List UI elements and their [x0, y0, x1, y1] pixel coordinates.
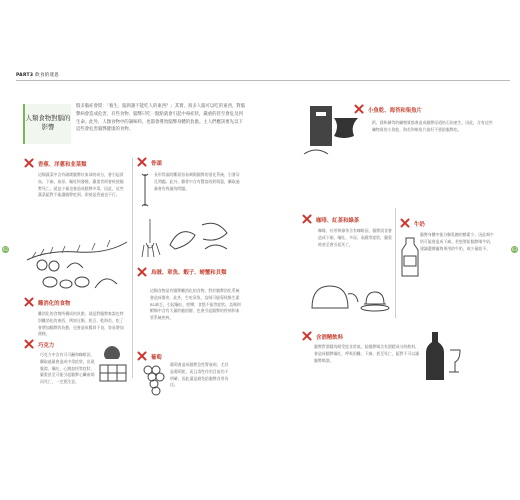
item-title-alcohol: 含酒精飲料: [316, 335, 343, 341]
cross-mark-icon: [137, 267, 147, 277]
intro-paragraph: 假多腦症會問：「養生、腦與謝不能吃人的東西？」其實，很多人腦可以吃的東西，對腦弊病會造成危害，有些食物，腦弊只吃一點點就會引起中毒症狀，嚴重的甚至會危及到生命。此外，人類食物中的調味料、也都會導致腦弊身體的負擔。主人們應該要先以下這些會危害腦弊健康的食物。: [76, 104, 246, 133]
beans-illustration: [40, 270, 120, 294]
item-body-chocolate: 巧克力中含有可可鹼和咖啡因，攝取過量會造成中毒症狀，出現腹瀉、嘔吐、心跳加快等症狀，嚴重甚至可能引起腦弊心臟衰竭而死亡，一定要注意。: [40, 352, 95, 385]
column-divider: [395, 208, 396, 318]
running-title: 飲食的迷思: [35, 73, 60, 78]
item-body-bone: 長形骨頭的斷面容易刺傷腦弊的消化系統，引發穿孔問題。此外，雞骨中含有豐富的鈣與氯，攝取過量會有致量的問題。: [154, 172, 240, 191]
item-title-grape: 葡萄: [151, 355, 162, 361]
column-divider: [132, 158, 133, 378]
chocolate-illustration: [96, 343, 130, 387]
item-body-dried-fish: 鈣、鎂和磷等的礦物質都會造成腦弊尿道結石的產生。因此，含有這些礦物質的小魚乾、海苔和柴魚片最好不要給腦弊吃。: [372, 120, 493, 132]
wine-bottle-illustration: [424, 330, 464, 382]
item-body-onion: 這類蔬菜中含有破壞腦弊紅血球的成分，會引起貧血、下痢、血尿、嘔吐和發燒，嚴重者則會致使腦弊死亡。就是少量也會造成腦弊中毒，因此，這些蔬菜絕對不能讓腦弊吃到，即使是煮過也不行。: [38, 172, 124, 198]
item-title-bone: 骨頭: [151, 161, 162, 167]
teapot-coffee-illustration: [302, 264, 392, 312]
item-title-coffee-tea: 咖啡、紅茶和綠茶: [316, 218, 360, 224]
part-label: PART3: [16, 73, 34, 78]
item-body-coffee-tea: 咖啡、紅茶和綠茶含有咖啡因，腦弊誤食會造成下痢、嘔吐、多尿、高燒等症狀，嚴重時甚至會引起死亡。: [318, 228, 392, 247]
cross-mark-icon: [24, 297, 34, 307]
item-title-milk: 牛奶: [414, 222, 425, 228]
cross-mark-icon: [354, 104, 364, 114]
item-body-hard-to-digest: 難消化的食物所構成的負擔，就是對腦弊來說也特別難消化的東西，例如豆類、乾豆、乾海苔、吃了會增加腦弊的負擔，也會造成腸胃不良，容易增加便秘。: [38, 311, 124, 337]
item-body-milk: 腦弊身體中能分解乳糖的酵素少，因此喝牛奶可能會造成下痢。若想要給腦弊喝牛奶，建議選擇寵物專用的牛奶，或少量給予。: [420, 232, 494, 251]
header-rule: [16, 80, 510, 81]
item-body-alcohol: 腦弊對酒精的耐受度非常低，給腦弊喝含有酒精成分的飲料，會造成腦弊嘔吐、呼吸困難、下痢、甚至死亡，絕對不可以讓腦弊喝酒。: [314, 344, 420, 363]
cross-mark-icon: [302, 214, 312, 224]
section-title: 人類食物對腦的影響: [25, 114, 71, 131]
item-title-onion: 香蕉、洋蔥和韭菜類: [38, 162, 87, 168]
cross-mark-icon: [24, 339, 34, 349]
item-title-chocolate: 巧克力: [38, 343, 55, 349]
item-title-dried-fish: 小魚乾、海苔和柴魚片: [368, 108, 422, 114]
page-number-left: 62: [2, 247, 9, 252]
onion-leek-illustration: [22, 230, 132, 272]
page-number-right: 63: [511, 247, 518, 252]
squid-shrimp-illustration: [140, 215, 240, 261]
cross-mark-icon: [24, 158, 34, 168]
item-body-seafood: 這類食物是有腦弊難消化的食物，對於腦弊消化系統會造成傷害。此外，生吃章魚、烏賊可能導致維生素B1缺乏，引起嘔吐、痙攣、食慾不振等症狀。烏賊和蝦類中含有大量的膽固醇，也會引起腦弊的疾病和血管系統疾病。: [150, 288, 241, 321]
dried-fish-seaweed-illustration: [300, 104, 362, 160]
item-title-seafood: 烏賊、章魚、蝦子、螃蟹和貝類: [151, 270, 227, 276]
bone-illustration: [138, 172, 152, 208]
section-box: [23, 104, 71, 144]
running-header: [16, 72, 59, 78]
cross-mark-icon: [137, 157, 147, 167]
grape-illustration: [140, 362, 170, 396]
cross-mark-icon: [302, 331, 312, 341]
cross-mark-icon: [400, 218, 410, 228]
item-body-grape: 葡萄會造成腦弊急性腎衰竭，尤其是葡萄乾，而且毒性作用目前仍不明確，因此還是避免給腦弊食用為佳。: [170, 362, 229, 388]
cross-mark-icon: [137, 351, 147, 361]
milk-bottle-illustration: [400, 236, 420, 278]
item-title-hard-to-digest: 難消化的食物: [38, 301, 71, 307]
